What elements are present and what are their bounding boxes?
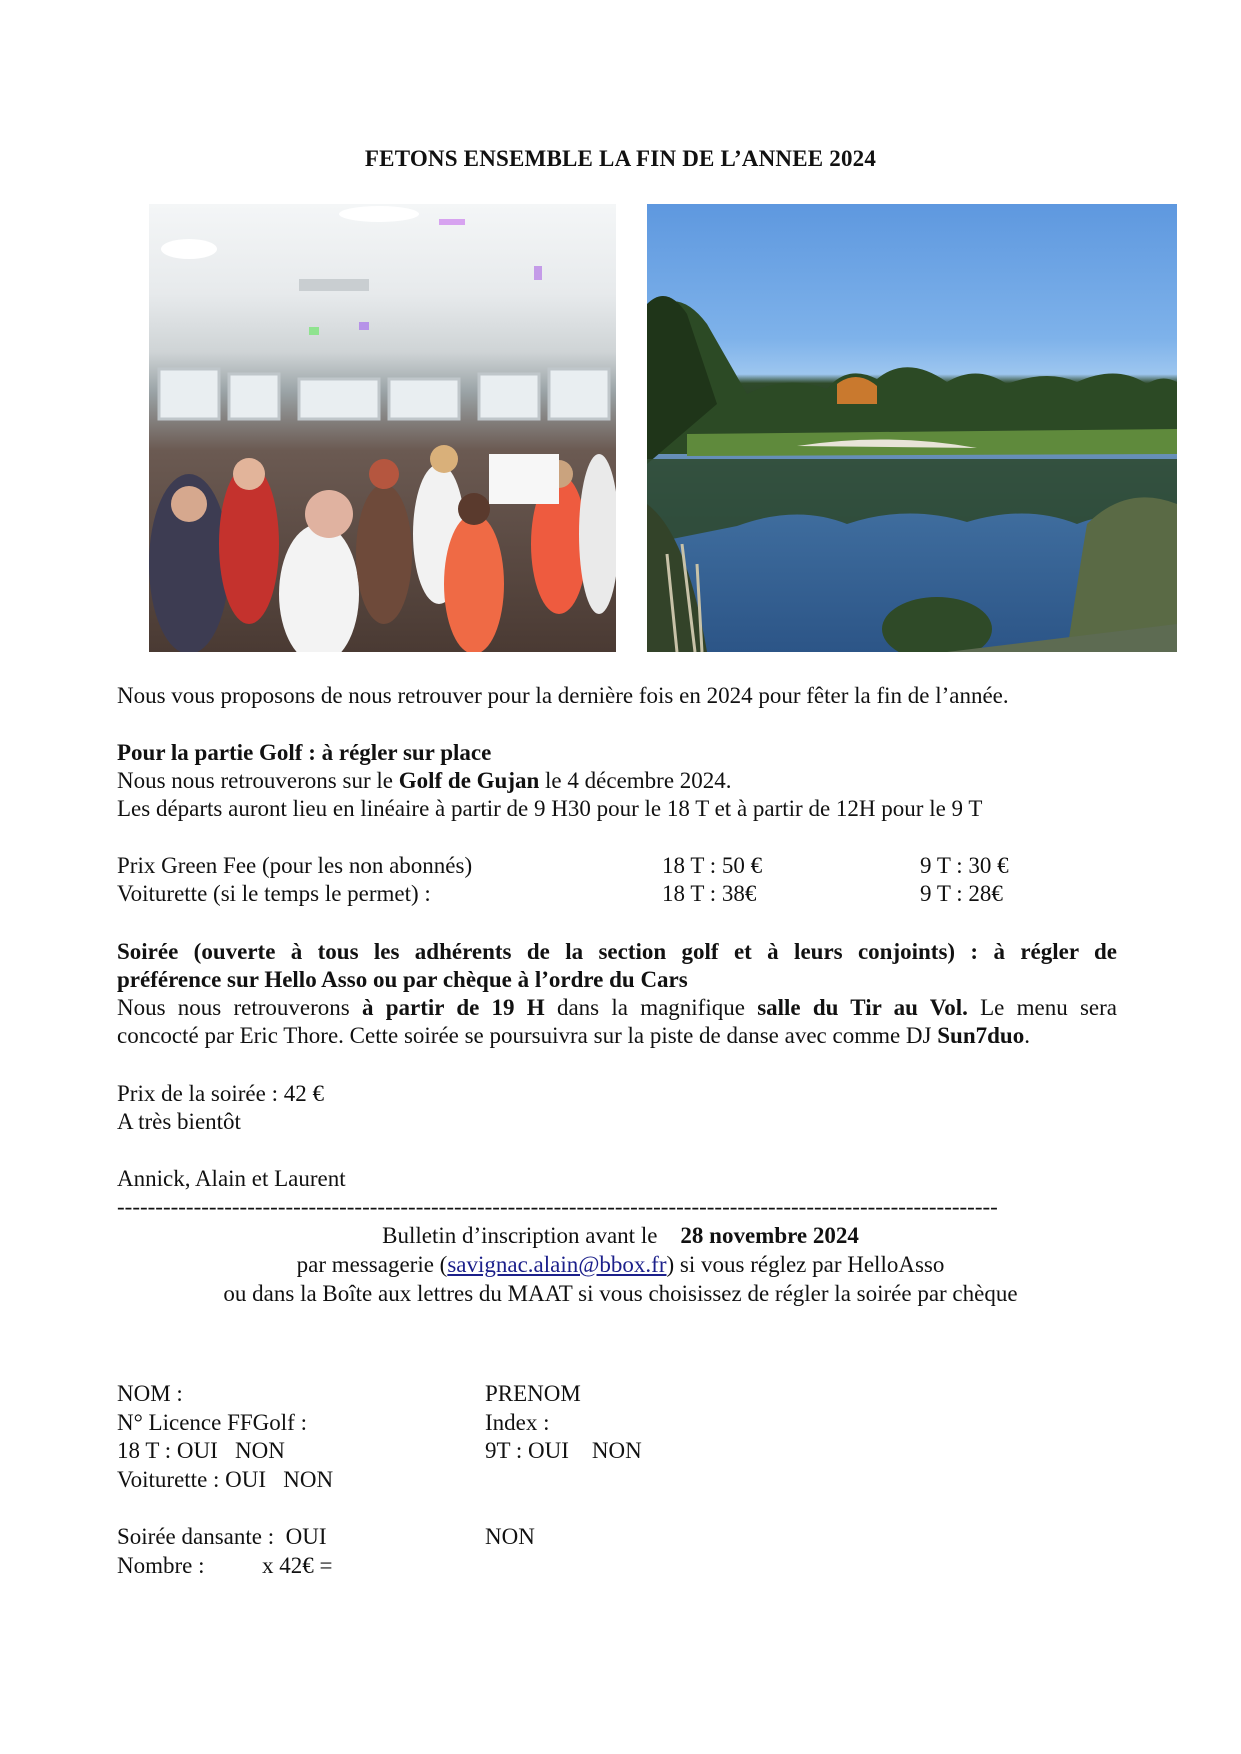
golf-lake-illustration <box>647 204 1177 652</box>
form-nombre: Nombre : x 42€ = <box>117 1553 333 1578</box>
dance-party-illustration <box>149 204 616 652</box>
price-row-label: Voiturette (si le temps le permet) : <box>117 881 431 906</box>
soiree-heading-line1: Soirée (ouverte à tous les adhérents de la section golf et à leurs conjoints) : à régler de <box>117 939 1117 964</box>
bulletin-deadline-line <box>0 1222 1241 1250</box>
golf-departures-line: Les départs auront lieu en linéaire à partir de 9 H30 pour le 18 T et à partir de 12H pour le 9 T <box>117 796 983 821</box>
bulletin-mailbox-line: ou dans la Boîte aux lettres du MAAT si vous choisissez de régler la soirée par chèque <box>223 1281 1018 1306</box>
soiree-text-d: Le menu sera <box>967 995 1118 1020</box>
bulletin-email-text-b: ) si vous réglez par HelloAsso <box>666 1252 945 1277</box>
golf-heading: Pour la partie Golf : à régler sur place <box>117 740 492 765</box>
bulletin-email-text-a: par messagerie ( <box>296 1252 448 1277</box>
soiree-text-c: dans la magnifique <box>544 995 758 1020</box>
bulletin-email-line <box>0 1251 1241 1279</box>
price-row-label: Prix Green Fee (pour les non abonnés) <box>117 853 473 878</box>
form-9t-choice: 9T : OUI NON <box>485 1438 642 1463</box>
soiree-text-a: Nous nous retrouverons <box>117 995 362 1020</box>
dance-party-photo <box>149 204 616 652</box>
soiree-text-f: . <box>1024 1023 1030 1048</box>
soiree-price: Prix de la soirée : 42 € <box>117 1081 324 1106</box>
soiree-time: à partir de 19 H <box>361 995 545 1020</box>
form-soiree-non: NON <box>485 1524 535 1549</box>
soiree-paragraph-line1 <box>117 994 1117 1022</box>
page-title: FETONS ENSEMBLE LA FIN DE L’ANNEE 2024 <box>364 146 877 171</box>
soiree-text-e: concocté par Eric Thore. Cette soirée se poursuivra sur la piste de danse avec comme DJ <box>117 1023 938 1048</box>
price-row-9t: 9 T : 28€ <box>920 881 1003 906</box>
golf-meeting-line <box>117 767 732 795</box>
signature: Annick, Alain et Laurent <box>117 1166 346 1191</box>
form-nom-label: NOM : <box>117 1381 183 1406</box>
bulletin-text: Bulletin d’inscription avant le <box>382 1223 664 1248</box>
cut-line-separator: ------------------------------------------------------------------------------------------------------------------- <box>117 1194 998 1219</box>
form-licence-label: N° Licence FFGolf : <box>117 1410 307 1435</box>
golf-venue: Golf de Gujan <box>398 768 540 793</box>
golf-meeting-text-b: le 4 décembre 2024. <box>539 768 732 793</box>
bulletin-deadline-date: 28 novembre 2024 <box>680 1223 859 1248</box>
form-18t-choice: 18 T : OUI NON <box>117 1438 285 1463</box>
golf-meeting-text-a: Nous nous retrouverons sur le <box>117 768 399 793</box>
farewell-text: A très bientôt <box>117 1109 241 1134</box>
form-index-label: Index : <box>485 1410 550 1435</box>
golf-lake-photo <box>647 204 1177 652</box>
form-prenom-label: PRENOM <box>485 1381 581 1406</box>
price-row-18t: 18 T : 50 € <box>662 853 763 878</box>
price-row-18t: 18 T : 38€ <box>662 881 757 906</box>
soiree-dj: Sun7duo <box>937 1023 1025 1048</box>
soiree-venue: salle du Tir au Vol. <box>757 995 968 1020</box>
soiree-heading-line2: préférence sur Hello Asso ou par chèque à l’ordre du Cars <box>117 967 688 992</box>
intro-text: Nous vous proposons de nous retrouver pour la dernière fois en 2024 pour fêter la fin de l’année. <box>117 683 1009 708</box>
form-voiturette-choice: Voiturette : OUI NON <box>117 1467 334 1492</box>
form-soiree-oui: Soirée dansante : OUI <box>117 1524 327 1549</box>
email-link[interactable]: savignac.alain@bbox.fr <box>447 1252 667 1277</box>
price-row-9t: 9 T : 30 € <box>920 853 1009 878</box>
soiree-paragraph-line2 <box>117 1022 1030 1050</box>
